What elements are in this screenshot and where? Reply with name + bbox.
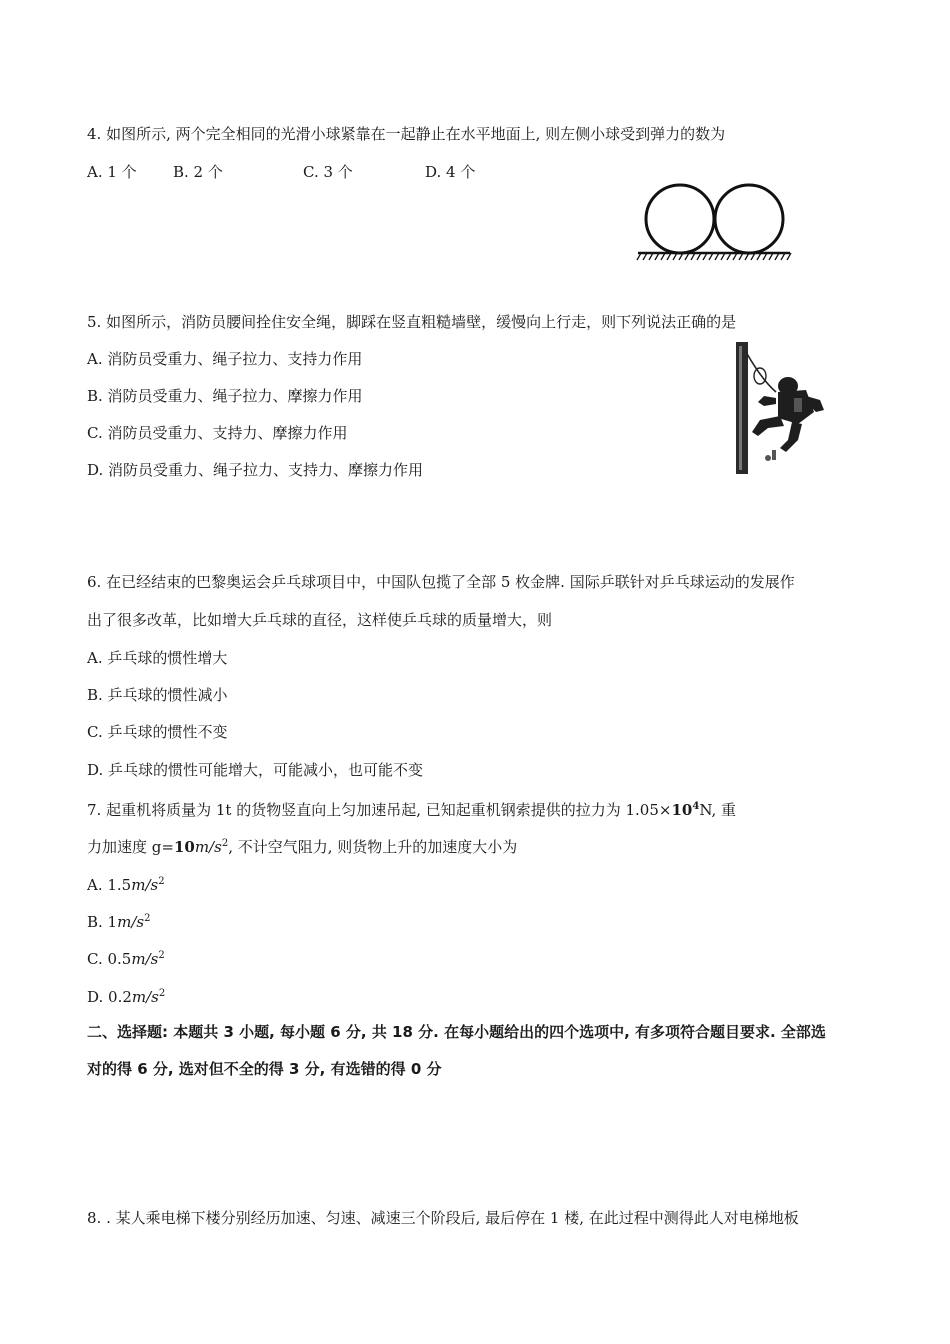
two-balls-figure [636,180,792,266]
q4-option-c: C. 3 个 [303,163,353,181]
firefighter [752,377,824,452]
q7-force-power-exp: 4 [692,801,700,812]
q7-stem-line2-rest: , 不计空气阻力, 则货物上升的加速度大小为 [228,838,518,856]
q5-option-a: A. 消防员受重力、绳子拉力、支持力作用 [87,350,363,368]
q7-force-power-base: 10 [671,801,693,819]
q5-option-c: C. 消防员受重力、支持力、摩擦力作用 [87,424,348,442]
q7-gravity-value: 10 [173,838,195,856]
safety-rope [746,352,776,392]
q7-stem-line2-text: 力加速度 g= [87,838,174,856]
section2-heading-line2: 对的得 6 分, 选对但不全的得 3 分, 有选错的得 0 分 [87,1060,442,1078]
q7-gravity-unit-exp: 2 [221,838,229,849]
q6-stem-line1: 6. 在已经结束的巴黎奥运会乒乓球项目中，中国队包揽了全部 5 枚金牌. 国际乒联针对乒乓球运动的发展作 [87,573,795,591]
q6-stem-line2: 出了很多改革，比如增大乒乓球的直径，这样使乒乓球的质量增大，则 [87,611,553,629]
q5-option-b: B. 消防员受重力、绳子拉力、摩擦力作用 [87,387,363,405]
q7-stem-line1-text: 7. 起重机将质量为 1t 的货物竖直向上匀加速吊起, 已知起重机钢索提供的拉力为 1.05× [87,801,672,819]
q4-option-b: B. 2 个 [173,163,223,181]
q7-option-b: B. $1m/s^2$ [87,913,151,931]
q5-option-d: D. 消防员受重力、绳子拉力、支持力、摩擦力作用 [87,461,424,479]
q7-option-a: A. $1.5m/s^2$ [87,876,165,894]
q7-stem-line1-unit: N, 重 [699,801,737,819]
q6-option-b: B. 乒乓球的惯性减小 [87,686,228,704]
q6-option-c: C. 乒乓球的惯性不变 [87,723,228,741]
q7-stem-line1 [87,797,736,820]
q6-option-a: A. 乒乓球的惯性增大 [87,649,228,667]
section2-heading-line1: 二、选择题: 本题共 3 小题, 每小题 6 分, 共 18 分. 在每小题给出的四个选项中, 有多项符合题目要求. 全部选 [87,1023,826,1041]
q7-option-c: C. $0.5m/s^2$ [87,950,165,968]
firefighter-figure [728,340,836,476]
left-ball [646,185,714,253]
q4-stem: 4. 如图所示, 两个完全相同的光滑小球紧靠在一起静止在水平地面上, 则左侧小球受到弹力的数为 [87,125,726,143]
q7-gravity-unit: m/s [194,838,222,856]
q8-stem-line1: 8. . 某人乘电梯下楼分别经历加速、匀速、减速三个阶段后, 最后停在 1 楼, 在此过程中测得此人对电梯地板 [87,1209,799,1227]
right-ball [715,185,783,253]
q4-option-d: D. 4 个 [425,163,476,181]
q5-stem: 5. 如图所示，消防员腰间拴住安全绳，脚踩在竖直粗糙墙壁，缓慢向上行走，则下列说法正确的是 [87,313,737,331]
q4-option-a: A. 1 个 [87,163,137,181]
q7-option-d: D. $0.2m/s^2$ [87,988,166,1006]
q7-stem-line2 [87,834,517,857]
q6-option-d: D. 乒乓球的惯性可能增大，可能减小，也可能不变 [87,761,424,779]
